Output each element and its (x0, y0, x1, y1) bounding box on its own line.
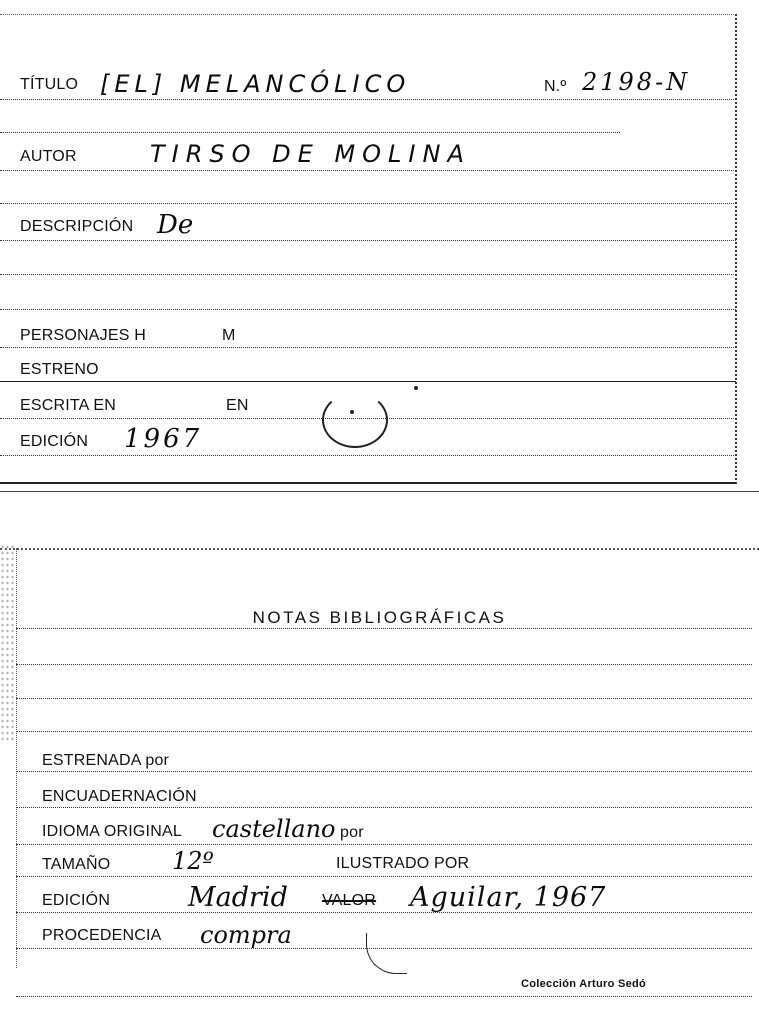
idioma-label: IDIOMA ORIGINAL (42, 823, 182, 840)
paper-wear-texture (0, 544, 14, 744)
edicion-value: 1967 (124, 424, 203, 454)
rule-notas-3 (16, 698, 752, 699)
personajes-m-label: M (222, 327, 236, 344)
tamano-label: TAMAÑO (42, 856, 111, 873)
procedencia-label: PROCEDENCIA (42, 927, 162, 944)
rule-descripcion (0, 240, 736, 241)
rule-descripcion-3 (0, 309, 736, 310)
rule-personajes (0, 347, 736, 348)
estreno-label: ESTRENO (20, 361, 99, 378)
rule-estrenada (16, 771, 752, 772)
rule-autor (0, 170, 736, 171)
rule-descripcion-2 (0, 274, 736, 275)
rule-idioma (16, 844, 752, 845)
rule-edicion (16, 912, 752, 913)
autor-label: AUTOR (20, 148, 77, 165)
idioma-value: castellano (212, 815, 336, 843)
card-right-edge (735, 14, 737, 484)
circle-mark-icon (322, 392, 388, 448)
edicion-value: Madrid (188, 882, 288, 913)
notas-heading: NOTAS BIBLIOGRÁFICAS (252, 608, 507, 627)
numero-label: N.º (544, 78, 567, 95)
rule-tamano (16, 876, 752, 877)
encuadernacion-label: ENCUADERNACIÓN (42, 788, 197, 805)
rule-notas-4 (16, 731, 752, 732)
titulo-value: [EL] MELANCÓLICO (100, 70, 411, 98)
rule-titulo-2 (0, 132, 620, 133)
numero-value: 2198-N (582, 68, 691, 96)
idioma-por-label: por (340, 824, 364, 841)
procedencia-value: compra (200, 921, 292, 949)
autor-value: TIRSO DE MOLINA (150, 140, 471, 168)
descripcion-label: DESCRIPCIÓN (20, 218, 134, 235)
edicion-label: EDICIÓN (42, 892, 111, 909)
rule-encuadernacion (16, 807, 752, 808)
escrita-label: ESCRITA EN (20, 397, 116, 414)
ilustrado-label: ILUSTRADO POR (336, 855, 470, 872)
descripcion-value: De (157, 210, 194, 240)
card-top-edge (0, 14, 736, 15)
valor-label: VALOR (322, 892, 377, 909)
rule-procedencia (16, 948, 752, 949)
rule-titulo (0, 99, 736, 100)
dot-mark-icon (350, 410, 354, 414)
catalog-card-back (0, 528, 759, 1028)
personajes-label: PERSONAJES H (20, 327, 146, 344)
rule-footer (16, 996, 752, 997)
circle-mark-icon (366, 933, 407, 974)
rule-notas-2 (16, 664, 752, 665)
dot-mark-icon-2 (414, 386, 418, 390)
card-bottom-edge (0, 482, 736, 484)
rule-estreno (0, 381, 736, 382)
rule-edicion (0, 455, 736, 456)
titulo-label: TÍTULO (20, 76, 79, 93)
tamano-value: 12º (172, 847, 214, 875)
card-top-edge (0, 548, 759, 550)
collection-label: Colección Arturo Sedó (521, 978, 647, 990)
valor-value: Aguilar, 1967 (410, 882, 607, 913)
rule-notas (16, 628, 752, 629)
rule-autor-2 (0, 203, 736, 204)
estrenada-label: ESTRENADA por (42, 752, 170, 769)
card-bottom-edge-2 (0, 491, 759, 492)
en-label: EN (226, 397, 249, 414)
edicion-label: EDICIÓN (20, 433, 89, 450)
catalog-card-front (0, 0, 759, 492)
